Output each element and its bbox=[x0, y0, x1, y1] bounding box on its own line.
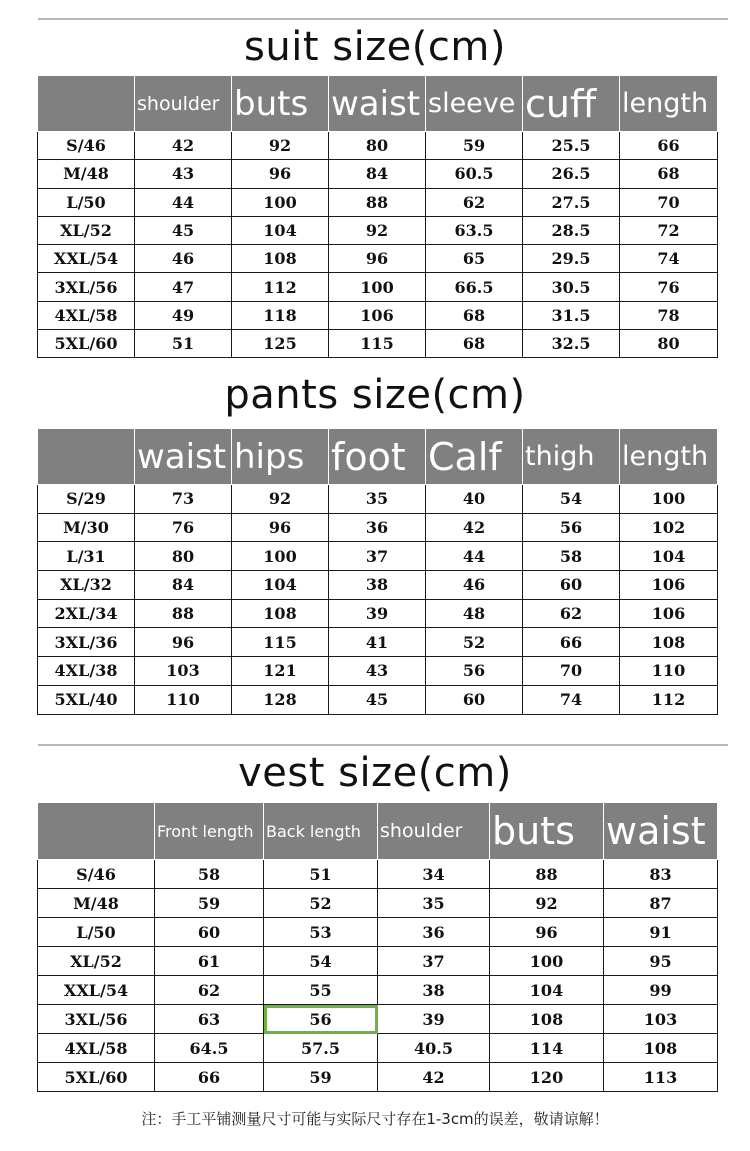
pants-cell: 92 bbox=[232, 485, 329, 514]
pants-size-label: 2XL/34 bbox=[38, 599, 135, 628]
table-row bbox=[38, 860, 718, 889]
vest-cell: 35 bbox=[378, 889, 490, 918]
vest-cell: 104 bbox=[490, 976, 604, 1005]
table-row bbox=[38, 599, 718, 628]
suit-header-corner bbox=[38, 76, 135, 132]
vest-size-title: vest size(cm) bbox=[238, 750, 512, 796]
pants-cell: 74 bbox=[523, 685, 620, 714]
suit-cell: 70 bbox=[620, 188, 718, 216]
suit-cell: 108 bbox=[232, 245, 329, 273]
pants-size-table bbox=[37, 428, 718, 715]
pants-cell: 106 bbox=[620, 599, 718, 628]
suit-cell: 25.5 bbox=[523, 132, 620, 160]
pants-cell: 60 bbox=[426, 685, 523, 714]
pants-cell: 39 bbox=[329, 599, 426, 628]
pants-header-hips: hips bbox=[232, 429, 329, 485]
pants-cell: 100 bbox=[232, 542, 329, 571]
pants-cell: 80 bbox=[135, 542, 232, 571]
table-row bbox=[38, 216, 718, 244]
table-row bbox=[38, 571, 718, 600]
suit-cell: 63.5 bbox=[426, 216, 523, 244]
suit-cell: 100 bbox=[329, 273, 426, 301]
pants-cell: 46 bbox=[426, 571, 523, 600]
vest-cell: 113 bbox=[604, 1063, 718, 1092]
suit-cell: 96 bbox=[232, 160, 329, 188]
suit-cell: 92 bbox=[329, 216, 426, 244]
pants-cell: 73 bbox=[135, 485, 232, 514]
vest-cell: 60 bbox=[155, 918, 264, 947]
table-row bbox=[38, 947, 718, 976]
pants-cell: 52 bbox=[426, 628, 523, 657]
vest-size-label: 3XL/56 bbox=[38, 1005, 155, 1034]
suit-cell: 92 bbox=[232, 132, 329, 160]
vest-header-corner bbox=[38, 803, 155, 860]
pants-cell: 54 bbox=[523, 485, 620, 514]
pants-size-label: 4XL/38 bbox=[38, 657, 135, 686]
suit-cell: 44 bbox=[135, 188, 232, 216]
suit-size-label: 4XL/58 bbox=[38, 301, 135, 329]
pants-cell: 56 bbox=[523, 513, 620, 542]
suit-size-label: M/48 bbox=[38, 160, 135, 188]
vest-cell: 83 bbox=[604, 860, 718, 889]
suit-cell: 60.5 bbox=[426, 160, 523, 188]
table-row bbox=[38, 628, 718, 657]
suit-cell: 125 bbox=[232, 330, 329, 358]
suit-cell: 84 bbox=[329, 160, 426, 188]
table-row bbox=[38, 1005, 718, 1034]
pants-cell: 115 bbox=[232, 628, 329, 657]
suit-cell: 68 bbox=[620, 160, 718, 188]
suit-cell: 42 bbox=[135, 132, 232, 160]
vest-cell: 95 bbox=[604, 947, 718, 976]
table-row bbox=[38, 1063, 718, 1092]
vest-cell: 56 bbox=[264, 1005, 378, 1034]
table-row bbox=[38, 245, 718, 273]
pants-cell: 100 bbox=[620, 485, 718, 514]
table-row bbox=[38, 889, 718, 918]
vest-cell: 39 bbox=[378, 1005, 490, 1034]
pants-cell: 45 bbox=[329, 685, 426, 714]
suit-cell: 78 bbox=[620, 301, 718, 329]
vest-cell: 59 bbox=[264, 1063, 378, 1092]
suit-cell: 96 bbox=[329, 245, 426, 273]
pants-size-label: 3XL/36 bbox=[38, 628, 135, 657]
pants-cell: 48 bbox=[426, 599, 523, 628]
pants-cell: 104 bbox=[620, 542, 718, 571]
pants-cell: 88 bbox=[135, 599, 232, 628]
suit-cell: 88 bbox=[329, 188, 426, 216]
vest-cell: 120 bbox=[490, 1063, 604, 1092]
table-row bbox=[38, 976, 718, 1005]
suit-cell: 59 bbox=[426, 132, 523, 160]
suit-cell: 28.5 bbox=[523, 216, 620, 244]
suit-cell: 32.5 bbox=[523, 330, 620, 358]
suit-cell: 68 bbox=[426, 330, 523, 358]
vest-header-front-length: Front length bbox=[155, 803, 264, 860]
table-row bbox=[38, 330, 718, 358]
table-row bbox=[38, 1034, 718, 1063]
vest-cell: 55 bbox=[264, 976, 378, 1005]
middle-divider bbox=[38, 744, 728, 746]
vest-size-label: S/46 bbox=[38, 860, 155, 889]
pants-cell: 121 bbox=[232, 657, 329, 686]
pants-header-calf: Calf bbox=[426, 429, 523, 485]
pants-cell: 108 bbox=[620, 628, 718, 657]
suit-cell: 115 bbox=[329, 330, 426, 358]
vest-cell: 40.5 bbox=[378, 1034, 490, 1063]
vest-cell: 88 bbox=[490, 860, 604, 889]
suit-cell: 100 bbox=[232, 188, 329, 216]
pants-size-label: M/30 bbox=[38, 513, 135, 542]
suit-header-shoulder: shoulder bbox=[135, 76, 232, 132]
pants-cell: 104 bbox=[232, 571, 329, 600]
vest-cell: 51 bbox=[264, 860, 378, 889]
vest-cell: 57.5 bbox=[264, 1034, 378, 1063]
suit-size-label: 3XL/56 bbox=[38, 273, 135, 301]
pants-cell: 84 bbox=[135, 571, 232, 600]
suit-cell: 74 bbox=[620, 245, 718, 273]
pants-cell: 110 bbox=[620, 657, 718, 686]
pants-cell: 102 bbox=[620, 513, 718, 542]
vest-cell: 53 bbox=[264, 918, 378, 947]
pants-cell: 76 bbox=[135, 513, 232, 542]
suit-size-table bbox=[37, 75, 718, 358]
suit-cell: 106 bbox=[329, 301, 426, 329]
suit-cell: 66.5 bbox=[426, 273, 523, 301]
pants-cell: 56 bbox=[426, 657, 523, 686]
pants-cell: 36 bbox=[329, 513, 426, 542]
suit-cell: 45 bbox=[135, 216, 232, 244]
pants-cell: 103 bbox=[135, 657, 232, 686]
suit-cell: 62 bbox=[426, 188, 523, 216]
suit-cell: 72 bbox=[620, 216, 718, 244]
suit-header-sleeve: sleeve bbox=[426, 76, 523, 132]
suit-header-cuff: cuff bbox=[523, 76, 620, 132]
suit-cell: 65 bbox=[426, 245, 523, 273]
suit-cell: 46 bbox=[135, 245, 232, 273]
pants-cell: 43 bbox=[329, 657, 426, 686]
table-row bbox=[38, 485, 718, 514]
vest-cell: 42 bbox=[378, 1063, 490, 1092]
pants-cell: 110 bbox=[135, 685, 232, 714]
table-row bbox=[38, 188, 718, 216]
pants-cell: 44 bbox=[426, 542, 523, 571]
vest-cell: 66 bbox=[155, 1063, 264, 1092]
suit-cell: 68 bbox=[426, 301, 523, 329]
pants-cell: 96 bbox=[135, 628, 232, 657]
vest-header-buts: buts bbox=[490, 803, 604, 860]
pants-cell: 96 bbox=[232, 513, 329, 542]
pants-header-length: length bbox=[620, 429, 718, 485]
vest-cell: 34 bbox=[378, 860, 490, 889]
suit-cell: 66 bbox=[620, 132, 718, 160]
pants-size-title: pants size(cm) bbox=[224, 372, 526, 418]
suit-cell: 27.5 bbox=[523, 188, 620, 216]
vest-cell: 87 bbox=[604, 889, 718, 918]
suit-cell: 29.5 bbox=[523, 245, 620, 273]
vest-size-label: M/48 bbox=[38, 889, 155, 918]
vest-cell: 61 bbox=[155, 947, 264, 976]
vest-cell: 91 bbox=[604, 918, 718, 947]
table-row bbox=[38, 685, 718, 714]
vest-cell: 58 bbox=[155, 860, 264, 889]
suit-cell: 80 bbox=[620, 330, 718, 358]
suit-cell: 104 bbox=[232, 216, 329, 244]
suit-size-label: XXL/54 bbox=[38, 245, 135, 273]
suit-size-label: L/50 bbox=[38, 188, 135, 216]
pants-cell: 58 bbox=[523, 542, 620, 571]
suit-size-label: 5XL/60 bbox=[38, 330, 135, 358]
vest-cell: 103 bbox=[604, 1005, 718, 1034]
table-row bbox=[38, 132, 718, 160]
suit-cell: 47 bbox=[135, 273, 232, 301]
vest-cell: 37 bbox=[378, 947, 490, 976]
suit-header-length: length bbox=[620, 76, 718, 132]
pants-size-label: S/29 bbox=[38, 485, 135, 514]
pants-cell: 35 bbox=[329, 485, 426, 514]
suit-size-label: XL/52 bbox=[38, 216, 135, 244]
suit-cell: 26.5 bbox=[523, 160, 620, 188]
vest-cell: 62 bbox=[155, 976, 264, 1005]
pants-cell: 128 bbox=[232, 685, 329, 714]
top-divider bbox=[38, 18, 728, 20]
pants-size-label: XL/32 bbox=[38, 571, 135, 600]
pants-cell: 62 bbox=[523, 599, 620, 628]
suit-cell: 31.5 bbox=[523, 301, 620, 329]
vest-cell: 52 bbox=[264, 889, 378, 918]
table-row bbox=[38, 160, 718, 188]
pants-cell: 106 bbox=[620, 571, 718, 600]
pants-size-label: 5XL/40 bbox=[38, 685, 135, 714]
vest-size-label: XL/52 bbox=[38, 947, 155, 976]
suit-header-buts: buts bbox=[232, 76, 329, 132]
vest-header-waist: waist bbox=[604, 803, 718, 860]
table-row bbox=[38, 542, 718, 571]
pants-size-label: L/31 bbox=[38, 542, 135, 571]
suit-size-label: S/46 bbox=[38, 132, 135, 160]
pants-cell: 66 bbox=[523, 628, 620, 657]
vest-header-back-length: Back length bbox=[264, 803, 378, 860]
vest-cell: 92 bbox=[490, 889, 604, 918]
pants-cell: 38 bbox=[329, 571, 426, 600]
table-row bbox=[38, 918, 718, 947]
pants-cell: 60 bbox=[523, 571, 620, 600]
vest-header-shoulder: shoulder bbox=[378, 803, 490, 860]
suit-cell: 112 bbox=[232, 273, 329, 301]
vest-cell: 38 bbox=[378, 976, 490, 1005]
vest-cell: 100 bbox=[490, 947, 604, 976]
vest-cell: 36 bbox=[378, 918, 490, 947]
vest-cell: 108 bbox=[490, 1005, 604, 1034]
pants-cell: 37 bbox=[329, 542, 426, 571]
pants-cell: 70 bbox=[523, 657, 620, 686]
vest-cell: 99 bbox=[604, 976, 718, 1005]
pants-cell: 42 bbox=[426, 513, 523, 542]
vest-cell: 114 bbox=[490, 1034, 604, 1063]
pants-cell: 108 bbox=[232, 599, 329, 628]
vest-cell: 59 bbox=[155, 889, 264, 918]
vest-cell: 108 bbox=[604, 1034, 718, 1063]
vest-size-label: XXL/54 bbox=[38, 976, 155, 1005]
vest-cell: 64.5 bbox=[155, 1034, 264, 1063]
vest-size-label: L/50 bbox=[38, 918, 155, 947]
table-row bbox=[38, 301, 718, 329]
suit-cell: 80 bbox=[329, 132, 426, 160]
pants-cell: 41 bbox=[329, 628, 426, 657]
pants-header-waist: waist bbox=[135, 429, 232, 485]
pants-header-foot: foot bbox=[329, 429, 426, 485]
vest-cell: 54 bbox=[264, 947, 378, 976]
vest-cell: 96 bbox=[490, 918, 604, 947]
vest-cell: 63 bbox=[155, 1005, 264, 1034]
table-row bbox=[38, 273, 718, 301]
suit-cell: 30.5 bbox=[523, 273, 620, 301]
suit-size-title: suit size(cm) bbox=[244, 24, 506, 70]
vest-size-label: 4XL/58 bbox=[38, 1034, 155, 1063]
measurement-note: 注：手工平铺测量尺寸可能与实际尺寸存在1-3cm的误差，敬请谅解！ bbox=[141, 1110, 609, 1128]
table-row bbox=[38, 657, 718, 686]
suit-cell: 43 bbox=[135, 160, 232, 188]
suit-header-waist: waist bbox=[329, 76, 426, 132]
suit-cell: 118 bbox=[232, 301, 329, 329]
vest-size-table bbox=[37, 802, 718, 1092]
suit-cell: 51 bbox=[135, 330, 232, 358]
pants-cell: 40 bbox=[426, 485, 523, 514]
pants-cell: 112 bbox=[620, 685, 718, 714]
pants-header-corner bbox=[38, 429, 135, 485]
pants-header-thigh: thigh bbox=[523, 429, 620, 485]
table-row bbox=[38, 513, 718, 542]
suit-cell: 49 bbox=[135, 301, 232, 329]
vest-size-label: 5XL/60 bbox=[38, 1063, 155, 1092]
suit-cell: 76 bbox=[620, 273, 718, 301]
